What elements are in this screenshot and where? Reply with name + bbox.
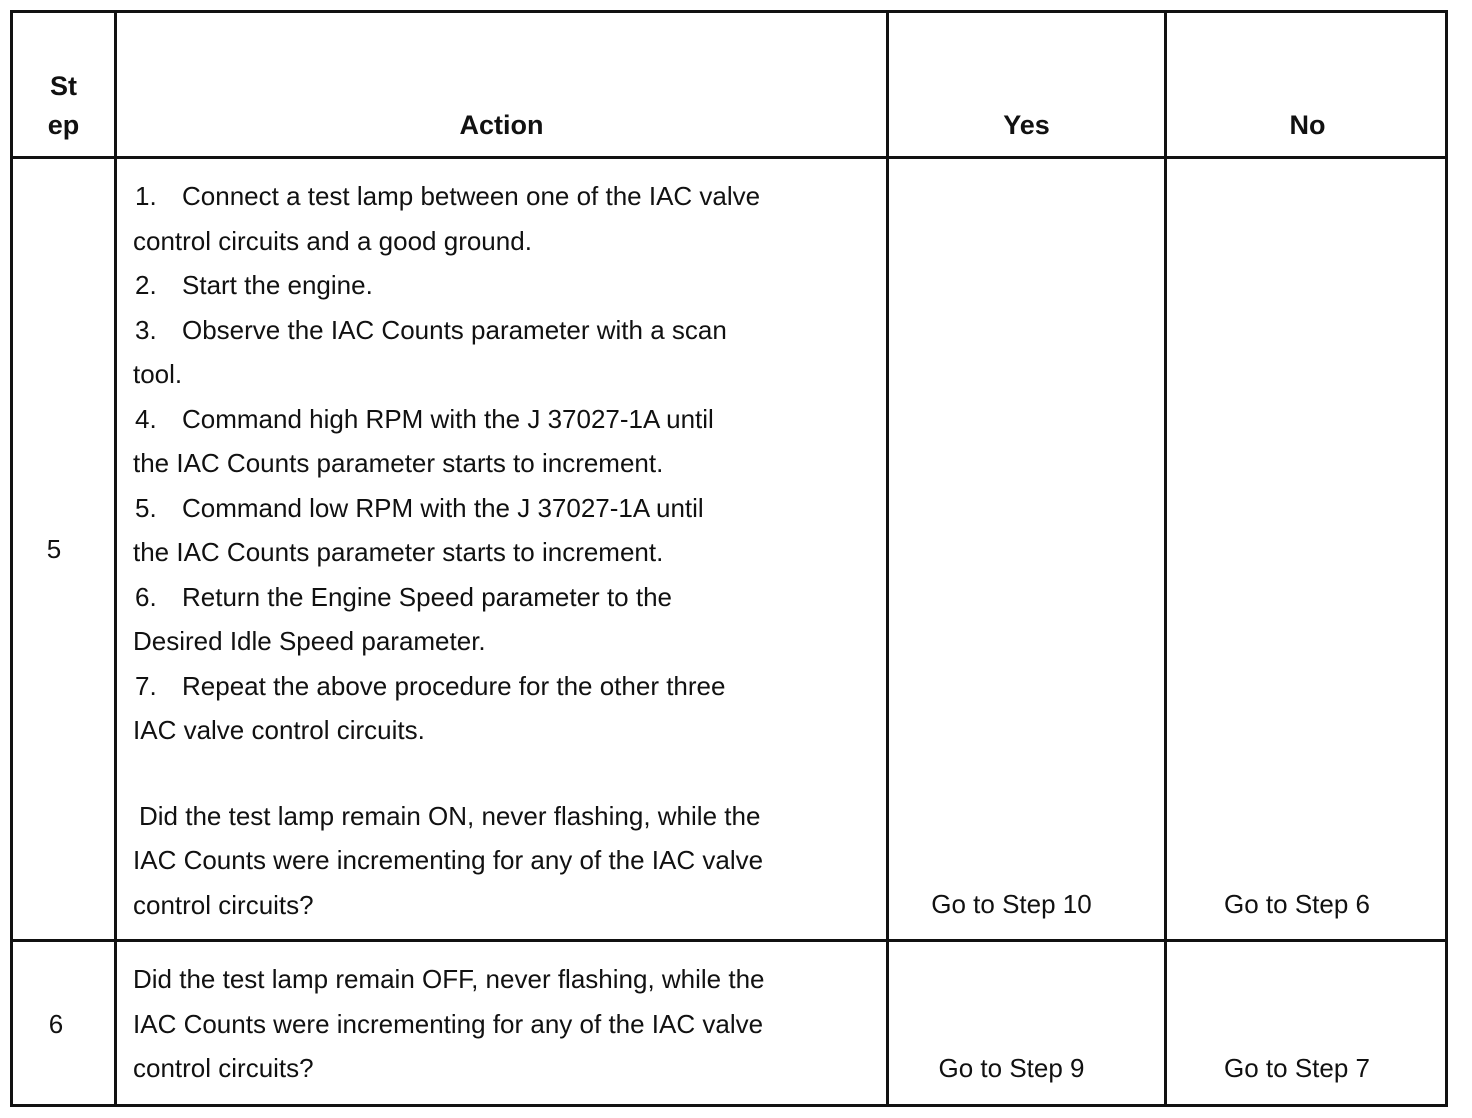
list-item [133, 575, 883, 620]
list-text: Command high RPM with the J 37027-1A until [182, 403, 714, 434]
list-number: 5. [135, 492, 157, 523]
list-continuation: IAC valve control circuits. [133, 715, 425, 745]
list-continuation: the IAC Counts parameter starts to increment. [133, 448, 664, 478]
list-item [133, 263, 883, 308]
header-no: No [1289, 110, 1326, 140]
step-number: 6 [48, 1009, 64, 1039]
list-number: 7. [135, 670, 157, 701]
question-line: control circuits? [133, 1053, 314, 1083]
no-result: Go to Step 6 [1224, 889, 1370, 919]
question-line: IAC Counts were incrementing for any of the IAC valve [133, 845, 764, 875]
header-action: Action [459, 110, 544, 140]
list-text: Repeat the above procedure for the other three [182, 670, 726, 701]
action-cell [133, 957, 883, 1091]
list-text: Command low RPM with the J 37027-1A until [182, 492, 704, 523]
question-line: control circuits? [133, 889, 314, 920]
no-result: Go to Step 7 [1224, 1053, 1370, 1083]
list-item [133, 174, 883, 219]
list-text: Connect a test lamp between one of the IAC valve [182, 181, 761, 211]
row-divider [13, 939, 1445, 942]
list-number: 3. [135, 314, 157, 345]
list-number: 6. [135, 581, 157, 612]
list-number: 1. [135, 181, 157, 211]
header-yes: Yes [1003, 110, 1050, 140]
question-line: Did the test lamp remain OFF, never flashing, while the [133, 964, 765, 994]
list-continuation: the IAC Counts parameter starts to increment. [133, 537, 664, 567]
row-divider [13, 156, 1445, 159]
list-number: 4. [135, 403, 157, 434]
list-text: Start the engine. [182, 270, 373, 300]
header-step-line: ep [47, 110, 80, 140]
list-text: Observe the IAC Counts parameter with a scan [182, 314, 727, 345]
action-cell [133, 174, 883, 927]
list-item [133, 486, 883, 531]
list-continuation: Desired Idle Speed parameter. [133, 626, 486, 656]
list-text: Return the Engine Speed parameter to the [182, 581, 672, 612]
yes-result: Go to Step 9 [938, 1053, 1085, 1083]
list-number: 2. [135, 270, 157, 300]
question-line: Did the test lamp remain ON, never flashing, while the [139, 800, 761, 831]
list-item [133, 664, 883, 709]
diagnostic-table [10, 10, 1448, 1107]
list-continuation: control circuits and a good ground. [133, 225, 532, 256]
list-item [133, 308, 883, 353]
list-item [133, 397, 883, 442]
yes-result: Go to Step 10 [931, 889, 1092, 919]
list-continuation: tool. [133, 359, 183, 389]
question-line: IAC Counts were incrementing for any of the IAC valve [133, 1008, 764, 1039]
spacer [133, 753, 883, 794]
header-step [13, 67, 114, 145]
header-step-line: St [50, 71, 77, 101]
step-number: 5 [46, 534, 62, 564]
